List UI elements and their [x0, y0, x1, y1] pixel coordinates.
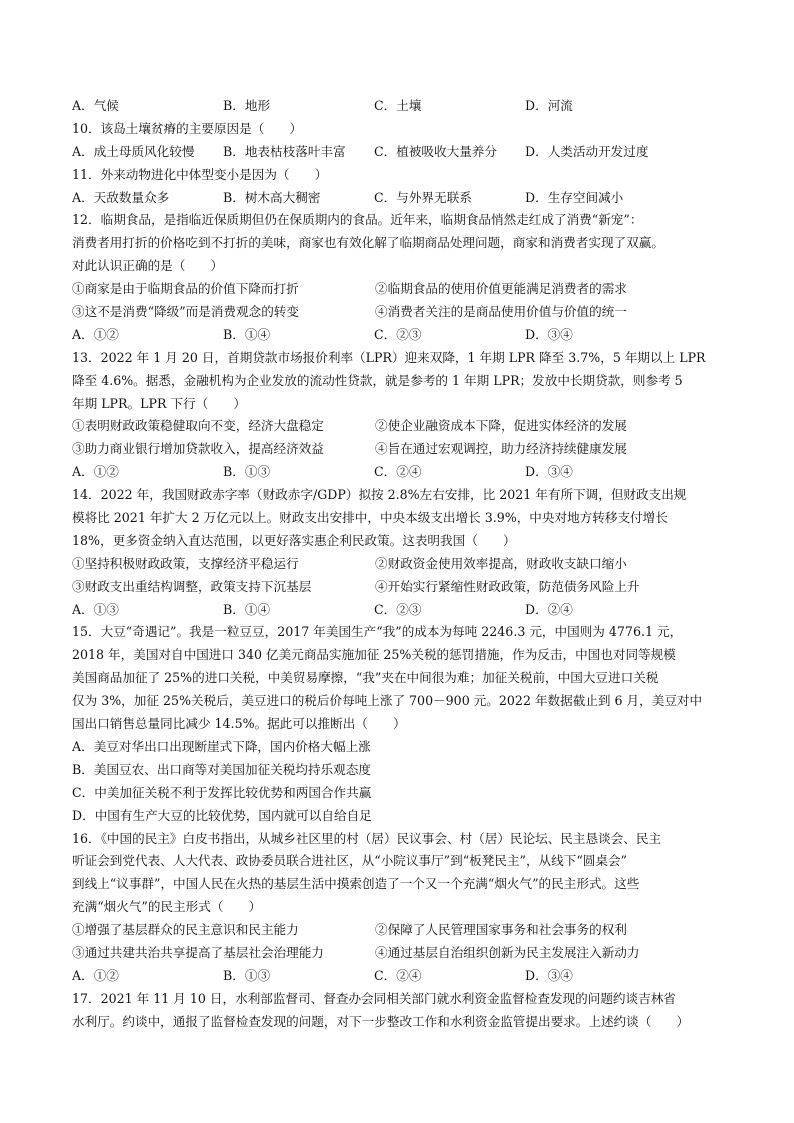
q11-option-c: C．与外界无联系: [374, 189, 472, 205]
q12-stem-line-3: 对此认识正确的是（ ）: [72, 258, 224, 274]
q12-statement-4: ④消费者关注的是商品使用价值与价值的统一: [375, 304, 627, 320]
q13-option-a: A．①②: [72, 464, 119, 480]
q13-statement-1: ①表明财政政策稳健取向不变，经济大盘稳定: [72, 418, 324, 434]
q16-stem-line-4: 充满“烟火气”的民主形式（ ）: [72, 899, 262, 915]
exam-page: [72, 95, 732, 1034]
q14-statement-3: ③财政支出重结构调整，政策支持下沉基层: [72, 578, 312, 594]
q9-options: [72, 95, 732, 118]
q16-statement-3: ③通过共建共治共享提高了基层社会治理能力: [72, 944, 324, 960]
q11-option-d: D．生存空间减小: [525, 189, 624, 205]
q14-statement-4: ④开始实行紧缩性财政政策，防范债务风险上升: [375, 578, 640, 594]
q16-options: [72, 965, 732, 988]
q15-option-d: D．中国有生产大豆的比较优势，国内就可以自给自足: [72, 807, 372, 823]
q14-stem-line-3: 18%，更多资金纳入直达范围，以更好落实惠企利民政策。这表明我国（ ）: [72, 532, 516, 548]
q14-option-d: D．②④: [525, 601, 573, 617]
q13-statement-4: ④旨在通过宏观调控，助力经济持续健康发展: [375, 441, 627, 457]
q14-stem-line-1: 14．2022 年，我国财政赤字率（财政赤字/GDP）拟按 2.8%左右安排，比 2021 年有所下调，但财政支出规: [72, 487, 687, 503]
q16-statements-row-2: [72, 942, 732, 965]
q14-option-a: A．①③: [72, 601, 119, 617]
q12-option-a: A．①②: [72, 326, 119, 342]
q14-statements-row-1: [72, 553, 732, 576]
q13-stem-line-2: 降至 4.6%。据悉，金融机构为企业发放的流动性贷款，就是参考的 1 年期 LPR；发放中长期贷款，则参考 5: [72, 372, 683, 388]
q13-stem-line-1: 13．2022 年 1 月 20 日，首期贷款市场报价利率（LPR）迎来双降，1 年期 LPR 降至 3.7%，5 年期以上 LPR: [72, 349, 706, 365]
q11-options: [72, 187, 732, 210]
q11-stem: 11．外来动物进化中体型变小是因为（ ）: [72, 166, 328, 182]
q12-stem-line-2: 消费者用打折的价格吃到不打折的美味，商家也有效化解了临期商品处理问题，商家和消费者实现了双赢。: [72, 235, 664, 251]
q12-options: [72, 324, 732, 347]
q15-stem-line-5: 国出口销售总量同比减少 14.5%。据此可以推断出（ ）: [72, 716, 406, 732]
q15-option-c: C．中美加征关税不利于发挥比较优势和两国合作共赢: [72, 784, 372, 800]
q14-option-b: B．①④: [223, 601, 271, 617]
q16-statement-2: ②保障了人民管理国家事务和社会事务的权利: [375, 922, 627, 938]
q10-option-b: B．地表枯枝落叶丰富: [223, 143, 346, 159]
q10-stem: 10．该岛土壤贫瘠的主要原因是（ ）: [72, 120, 303, 136]
q13-statement-2: ②使企业融资成本下降，促进实体经济的发展: [375, 418, 627, 434]
q11-option-b: B．树木高大稠密: [223, 189, 321, 205]
q9-option-a: A．气候: [72, 98, 119, 113]
q10-option-c: C．植被吸收大量养分: [374, 143, 497, 159]
q16-stem-line-1: 16．《中国的民主》白皮书指出，从城乡社区里的村（居）民议事会、村（居）民论坛、民主恳谈会、民主: [72, 830, 662, 846]
q14-stem-line-2: 模将比 2021 年扩大 2 万亿元以上。财政支出安排中，中央本级支出增长 3.9%，中央对地方转移支付增长: [72, 510, 668, 526]
q15-option-b: B．美国豆农、出口商等对美国加征关税均持乐观态度: [72, 761, 371, 777]
q12-statement-3: ③这不是消费“降级”而是消费观念的转变: [72, 304, 299, 320]
q15-option-a: A．美豆对华出口出现断崖式下降，国内价格大幅上涨: [72, 738, 371, 754]
q16-stem-line-2: 听证会到党代表、人大代表、政协委员联合进社区，从“小院议事厅”到“板凳民主”，从线下“圆桌会”: [72, 853, 627, 869]
q14-option-c: C．②③: [374, 601, 422, 617]
q15-stem-line-2: 2018 年，美国对自中国进口 340 亿美元商品实施加征 25%关税的惩罚措施，作为反击，中国也对同等规模: [72, 647, 676, 663]
q11-option-a: A．天敌数量众多: [72, 189, 170, 205]
q13-statements-row-1: [72, 415, 732, 438]
q15-stem-line-3: 美国商品加征了 25%的进口关税，中美贸易摩擦，“我”夹在中间很为难；加征关税前，中国大豆进口关税: [72, 670, 659, 686]
q13-option-d: D．③④: [525, 464, 573, 480]
q16-option-b: B．①③: [223, 967, 271, 983]
q14-statement-1: ①坚持积极财政政策，支撑经济平稳运行: [72, 555, 299, 571]
q13-option-b: B．①③: [223, 464, 271, 480]
q9-option-b: B．地形: [223, 98, 271, 113]
q13-option-c: C．②④: [374, 464, 422, 480]
q12-stem-line-1: 12．临期食品，是指临近保质期但仍在保质期内的食品。近年来，临期食品悄然走红成了消费“新宠”：: [72, 212, 643, 228]
q16-stem-line-3: 到线上“议事群”，中国人民在火热的基层生活中摸索创造了一个又一个充满“烟火气”的民主形式。这些: [72, 876, 640, 892]
q13-stem-line-3: 年期 LPR。LPR 下行（ ）: [72, 395, 246, 411]
q16-option-c: C．②④: [374, 967, 422, 983]
q13-statements-row-2: [72, 438, 732, 461]
q9-option-d: D．河流: [525, 98, 573, 113]
q12-statement-1: ①商家是由于临期食品的价值下降而打折: [72, 281, 299, 297]
q16-statements-row-1: [72, 919, 732, 942]
q10-option-d: D．人类活动开发过度: [525, 143, 649, 159]
q14-options: [72, 599, 732, 622]
q10-options: [72, 141, 732, 164]
q15-stem-line-4: 仅为 3%，加征 25%关税后，美豆进口的税后价每吨上涨了 700－900 元。2022 年数据截止到 6 月，美豆对中: [72, 693, 703, 709]
q16-option-d: D．③④: [525, 967, 573, 983]
q13-statement-3: ③助力商业银行增加贷款收入，提高经济效益: [72, 441, 324, 457]
q9-option-c: C．土壤: [374, 98, 422, 113]
q12-option-c: C．②③: [374, 326, 422, 342]
q12-option-d: D．③④: [525, 326, 573, 342]
q12-statements-row-2: [72, 301, 732, 324]
q17-stem-line-2: 水利厅。约谈中，通报了监督检查发现的问题，对下一步整改工作和水利资金监管提出要求。上述约谈（ ）: [72, 1013, 690, 1029]
q14-statements-row-2: [72, 576, 732, 599]
q16-statement-4: ④通过基层自治组织创新为民主发展注入新动力: [375, 944, 640, 960]
q12-option-b: B．①④: [223, 326, 271, 342]
q13-options: [72, 461, 732, 484]
q14-statement-2: ②财政资金使用效率提高，财政收支缺口缩小: [375, 555, 627, 571]
q16-option-a: A．①②: [72, 967, 119, 983]
q10-option-a: A．成土母质风化较慢: [72, 143, 195, 159]
q12-statements-row-1: [72, 278, 732, 301]
q16-statement-1: ①增强了基层群众的民主意识和民主能力: [72, 922, 299, 938]
q17-stem-line-1: 17．2021 年 11 月 10 日，水利部监督司、督查办会同相关部门就水利资金监督检查发现的问题约谈吉林省: [72, 990, 676, 1006]
q15-stem-line-1: 15．大豆“奇遇记”。我是一粒豆豆，2017 年美国生产“我”的成本为每吨 2246.3 元，中国则为 4776.1 元，: [72, 624, 683, 640]
q12-statement-2: ②临期食品的使用价值更能满足消费者的需求: [375, 281, 627, 297]
